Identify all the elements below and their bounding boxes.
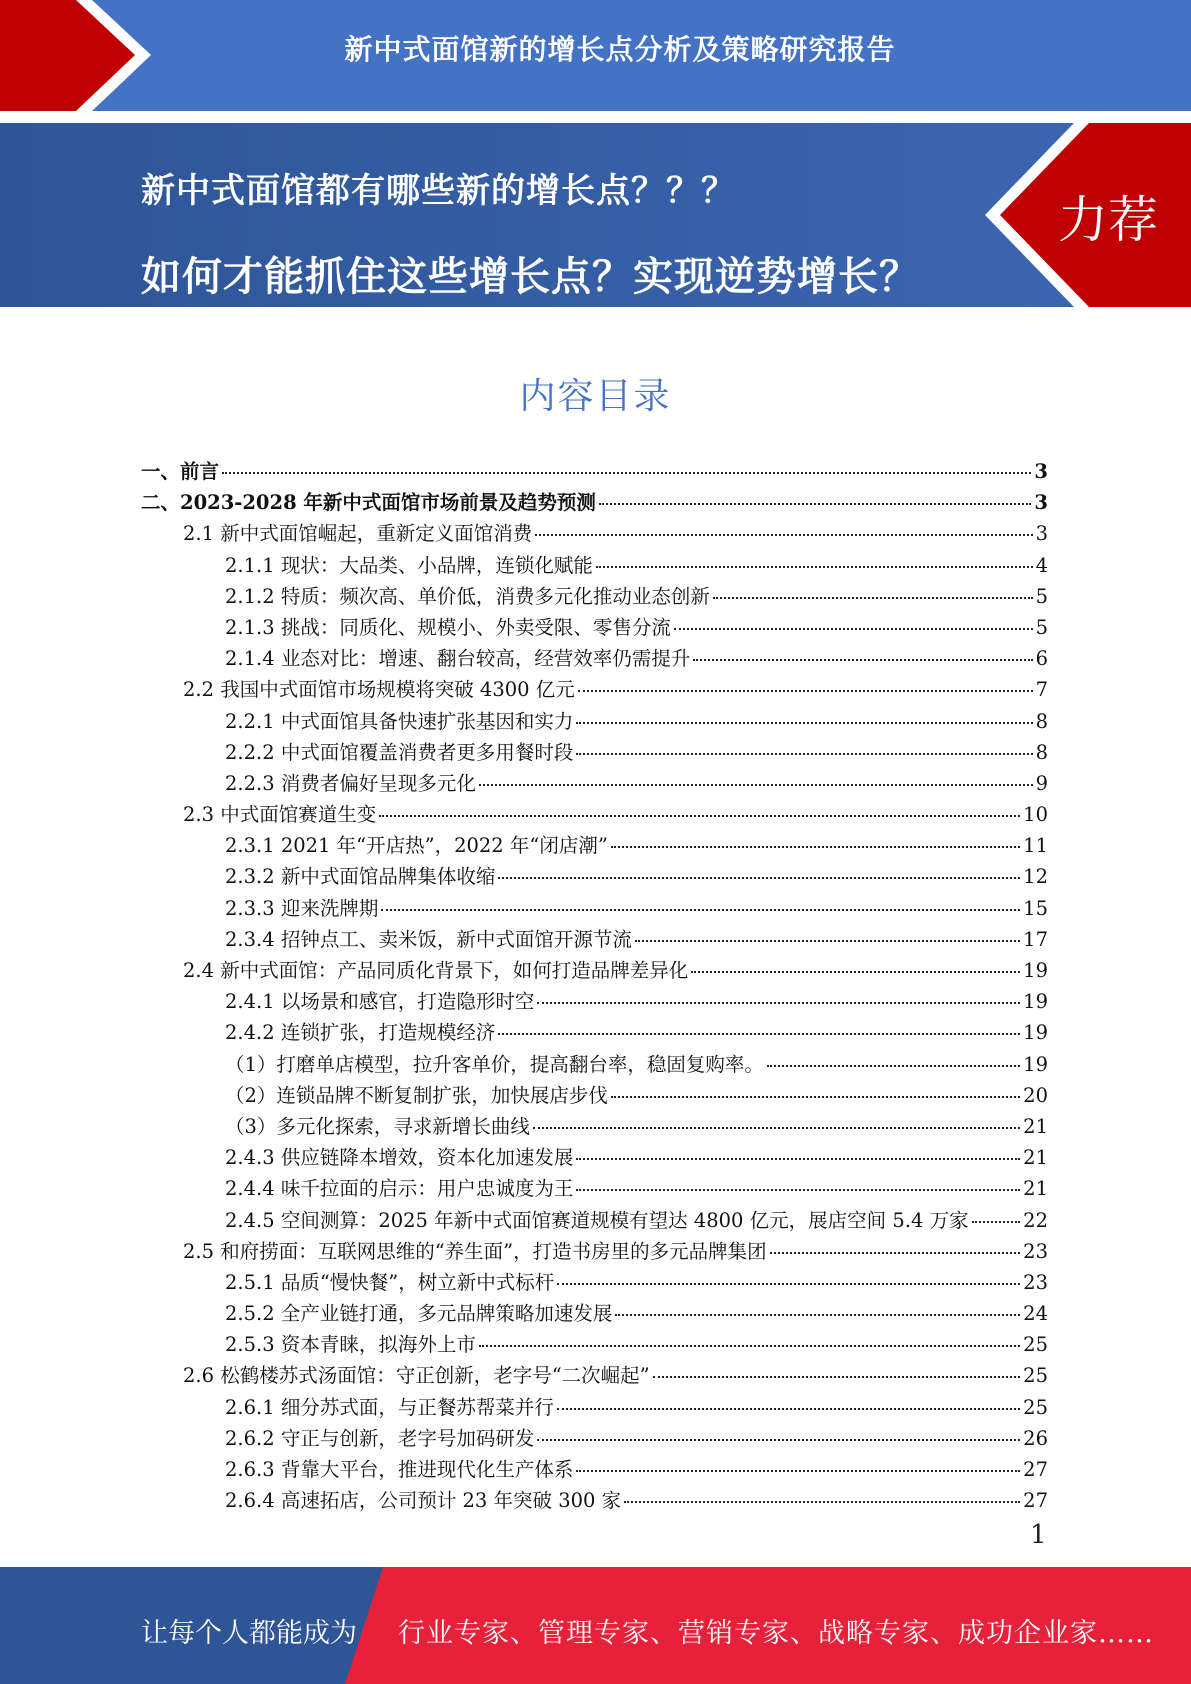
toc-entry-title: 2.4.4 味千拉面的启示：用户忠诚度为王: [225, 1177, 574, 1201]
toc-entry-page: 27: [1023, 1489, 1048, 1513]
toc-leader-dots: [381, 909, 1020, 911]
toc-entry[interactable]: [141, 1454, 1048, 1485]
toc-entry[interactable]: [141, 643, 1048, 674]
toc-leader-dots: [578, 690, 1033, 692]
toc-leader-dots: [533, 1127, 1020, 1129]
toc-entry-page: 22: [1023, 1208, 1048, 1232]
toc-entry[interactable]: [141, 830, 1048, 861]
toc-entry[interactable]: [141, 986, 1048, 1017]
toc-leader-dots: [611, 846, 1020, 848]
toc-entry-title: 2.1.4 业态对比：增速、翻台较高，经营效率仍需提升: [225, 647, 691, 671]
toc-entry-title: 2.6.4 高速拓店，公司预计 23 年突破 300 家: [225, 1489, 622, 1513]
toc-entry-page: 5: [1035, 615, 1048, 639]
toc-entry-page: 17: [1023, 927, 1048, 951]
toc-entry-page: 19: [1023, 1021, 1048, 1045]
toc-entry[interactable]: [141, 1111, 1048, 1142]
toc-leader-dots: [222, 472, 1031, 474]
toc-entry-page: 19: [1023, 959, 1048, 982]
toc-entry-title: 2.3.4 招钟点工、卖米饭，新中式面馆开源节流: [225, 927, 632, 951]
toc-entry-page: 26: [1023, 1426, 1048, 1450]
toc-entry[interactable]: [141, 1236, 1048, 1267]
toc-entry[interactable]: [141, 612, 1048, 643]
toc-entry-page: 24: [1023, 1302, 1048, 1326]
toc-entry[interactable]: [141, 550, 1048, 581]
toc-leader-dots: [557, 1283, 1020, 1285]
toc-entry-title: 2.5.2 全产业链打通，多元品牌策略加速发展: [225, 1302, 613, 1326]
footer-slogan: 让每个人都能成为: [141, 1618, 357, 1649]
toc-leader-dots: [691, 971, 1020, 973]
toc-entry-title: 2.4.5 空间测算：2025 年新中式面馆赛道规模有望达 4800 亿元，展店空间 5.4 万家: [225, 1208, 969, 1232]
toc-entry-title: 2.4.3 供应链降本增效，资本化加速发展: [225, 1146, 574, 1170]
toc-entry-page: 10: [1023, 803, 1048, 827]
toc-leader-dots: [576, 722, 1032, 724]
hero-question-2: 如何才能抓住这些增长点？实现逆势增长？: [141, 254, 920, 300]
toc-entry-page: 21: [1023, 1146, 1048, 1170]
toc-entry-title: 2.3.2 新中式面馆品牌集体收缩: [225, 865, 496, 889]
toc-entry-page: 20: [1023, 1083, 1048, 1107]
toc-entry[interactable]: [141, 861, 1048, 892]
toc-entry-title: 2.4 新中式面馆：产品同质化背景下，如何打造品牌差异化: [183, 959, 689, 982]
toc-leader-dots: [972, 1221, 1021, 1223]
toc-entry-title: 2.2.2 中式面馆覆盖消费者更多用餐时段: [225, 740, 574, 764]
toc-title: 内容目录: [519, 376, 672, 417]
toc-entry[interactable]: [141, 1173, 1048, 1204]
toc-leader-dots: [615, 1314, 1020, 1316]
toc-leader-dots: [767, 1065, 1020, 1067]
toc-entry-title: 2.2 我国中式面馆市场规模将突破 4300 亿元: [183, 678, 575, 702]
toc-entry-page: 25: [1023, 1364, 1048, 1388]
toc-entry-page: 25: [1023, 1333, 1048, 1357]
hero-question-1: 新中式面馆都有哪些新的增长点？？？: [141, 171, 736, 211]
recommend-badge: 力荐: [1058, 191, 1158, 249]
toc-entry-title: 2.5.1 品质“慢快餐”，树立新中式标杆: [225, 1270, 555, 1294]
toc-entry-page: 9: [1035, 771, 1048, 795]
toc-entry-title: 2.1.1 现状：大品类、小品牌，连锁化赋能: [225, 553, 593, 577]
toc-entry-page: 21: [1023, 1177, 1048, 1201]
toc-leader-dots: [770, 1252, 1021, 1254]
toc-leader-dots: [611, 1096, 1020, 1098]
toc-leader-dots: [379, 815, 1020, 817]
toc-entry-title: （3）多元化探索，寻求新增长曲线: [225, 1114, 530, 1138]
toc-entry[interactable]: [141, 518, 1048, 549]
toc-entry-title: 2.4.2 连锁扩张，打造规模经济: [225, 1021, 496, 1045]
toc-entry[interactable]: [141, 1329, 1048, 1360]
toc-entry-page: 5: [1035, 584, 1048, 608]
toc-entry[interactable]: [141, 1267, 1048, 1298]
toc-entry-page: 19: [1023, 990, 1048, 1014]
toc-entry[interactable]: [141, 1360, 1048, 1391]
toc-entry-page: 4: [1035, 553, 1048, 577]
toc-entry-page: 23: [1023, 1270, 1048, 1294]
toc-leader-dots: [479, 784, 1033, 786]
toc-entry[interactable]: [141, 674, 1048, 705]
toc-entry[interactable]: [141, 1142, 1048, 1173]
toc-leader-dots: [599, 503, 1031, 505]
table-of-contents: [141, 456, 1048, 1516]
toc-entry-page: 3: [1035, 522, 1048, 546]
toc-entry-title: 2.6.3 背靠大平台，推进现代化生产体系: [225, 1458, 574, 1481]
toc-entry-title: 2.1 新中式面馆崛起，重新定义面馆消费: [183, 522, 533, 546]
toc-leader-dots: [674, 628, 1033, 630]
toc-entry[interactable]: [141, 924, 1048, 955]
toc-entry[interactable]: [141, 1049, 1048, 1080]
toc-entry[interactable]: [141, 706, 1048, 737]
toc-entry-title: 2.1.2 特质：频次高、单价低，消费多元化推动业态创新: [225, 584, 710, 608]
toc-entry-page: 19: [1023, 1052, 1048, 1076]
toc-entry-page: 27: [1023, 1458, 1048, 1481]
toc-entry[interactable]: [141, 893, 1048, 924]
toc-entry-title: 2.4.1 以场景和感官，打造隐形时空: [225, 990, 535, 1014]
toc-leader-dots: [576, 1470, 1020, 1472]
toc-leader-dots: [537, 1439, 1020, 1441]
toc-leader-dots: [557, 1408, 1020, 1410]
toc-entry-title: 2.2.3 消费者偏好呈现多元化: [225, 771, 476, 795]
toc-entry-title: 2.1.3 挑战：同质化、规模小、外卖受限、零售分流: [225, 615, 671, 639]
toc-entry-page: 15: [1023, 896, 1048, 920]
toc-leader-dots: [635, 940, 1020, 942]
toc-entry-page: 21: [1023, 1114, 1048, 1138]
toc-entry-title: （1）打磨单店模型，拉升客单价，提高翻台率，稳固复购率。: [225, 1052, 764, 1076]
toc-entry-title: 2.3.3 迎来洗牌期: [225, 896, 379, 920]
toc-entry-page: 3: [1034, 491, 1048, 515]
toc-entry[interactable]: [141, 1205, 1048, 1236]
toc-entry[interactable]: [141, 955, 1048, 986]
toc-leader-dots: [576, 1189, 1020, 1191]
toc-entry[interactable]: [141, 487, 1048, 518]
toc-leader-dots: [653, 1376, 1021, 1378]
toc-leader-dots: [576, 753, 1032, 755]
toc-entry[interactable]: [141, 1017, 1048, 1048]
toc-entry[interactable]: [141, 1298, 1048, 1329]
footer-roles: 行业专家、管理专家、营销专家、战略专家、成功企业家……: [398, 1618, 1154, 1649]
toc-entry[interactable]: [141, 456, 1048, 487]
toc-leader-dots: [576, 1158, 1020, 1160]
toc-entry[interactable]: [141, 799, 1048, 830]
toc-entry-page: 11: [1023, 834, 1048, 858]
toc-entry-page: 25: [1023, 1395, 1048, 1419]
toc-entry[interactable]: [141, 581, 1048, 612]
toc-entry-title: 一、前言: [141, 460, 220, 483]
toc-entry-title: 二、2023-2028 年新中式面馆市场前景及趋势预测: [141, 491, 596, 515]
toc-entry-page: 6: [1035, 647, 1048, 671]
toc-entry-title: 2.5.3 资本青睐，拟海外上市: [225, 1333, 476, 1357]
report-title: 新中式面馆新的增长点分析及策略研究报告: [344, 33, 896, 66]
toc-entry-page: 12: [1023, 865, 1048, 889]
toc-leader-dots: [479, 1345, 1020, 1347]
toc-entry-page: 8: [1035, 740, 1048, 764]
toc-leader-dots: [713, 597, 1033, 599]
toc-entry[interactable]: [141, 1485, 1048, 1516]
toc-entry[interactable]: [141, 1080, 1048, 1111]
toc-entry[interactable]: [141, 737, 1048, 768]
toc-entry-title: 2.6.2 守正与创新，老字号加码研发: [225, 1426, 535, 1450]
toc-entry-title: 2.6 松鹤楼苏式汤面馆：守正创新，老字号“二次崛起”: [183, 1364, 650, 1388]
toc-entry[interactable]: [141, 1392, 1048, 1423]
toc-entry-page: 8: [1035, 709, 1048, 733]
toc-entry[interactable]: [141, 1423, 1048, 1454]
page-number: 1: [1030, 1520, 1047, 1550]
toc-entry-page: 7: [1035, 678, 1048, 702]
toc-entry[interactable]: [141, 768, 1048, 799]
toc-entry-title: 2.2.1 中式面馆具备快速扩张基因和实力: [225, 709, 574, 733]
toc-leader-dots: [535, 534, 1032, 536]
toc-entry-page: 23: [1023, 1239, 1048, 1263]
toc-entry-page: 3: [1034, 460, 1048, 483]
toc-entry-title: 2.6.1 细分苏式面，与正餐苏帮菜并行: [225, 1395, 554, 1419]
toc-leader-dots: [498, 877, 1020, 879]
toc-leader-dots: [596, 566, 1033, 568]
toc-leader-dots: [624, 1501, 1020, 1503]
toc-leader-dots: [537, 1002, 1020, 1004]
toc-leader-dots: [498, 1033, 1020, 1035]
toc-leader-dots: [693, 659, 1032, 661]
toc-entry-title: （2）连锁品牌不断复制扩张，加快展店步伐: [225, 1083, 608, 1107]
toc-entry-title: 2.3.1 2021 年“开店热”，2022 年“闭店潮”: [225, 834, 608, 858]
toc-entry-title: 2.5 和府捞面：互联网思维的“养生面”，打造书房里的多元品牌集团: [183, 1239, 767, 1263]
header-red-arrow: [0, 0, 151, 111]
toc-entry-title: 2.3 中式面馆赛道生变: [183, 803, 377, 827]
